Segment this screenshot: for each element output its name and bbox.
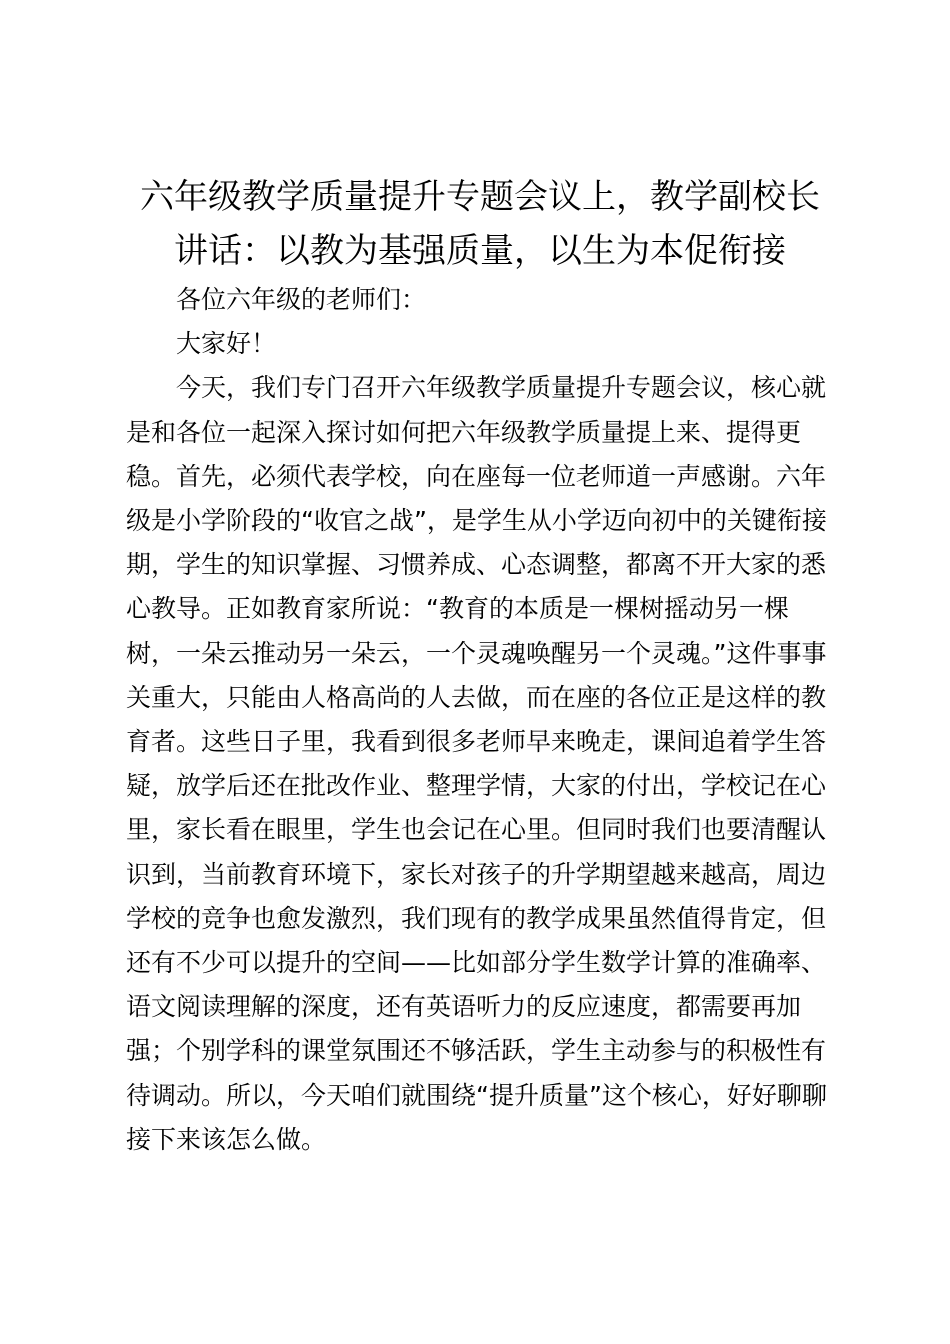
title-line-1: 六年级教学质量提升专题会议上，教学副校长	[140, 177, 820, 217]
greeting: 大家好！	[176, 329, 277, 359]
document-body	[126, 278, 836, 1162]
paragraph-1: 今天，我们专门召开六年级教学质量提升专题会议，核心就是和各位一起深入探讨如何把六年级教学质量提上来、提得更稳。首先，必须代表学校，向在座每一位老师道一声感谢。六年级是小学阶段的“收官之战”，是学生从小学迈向初中的关键衔接期，学生的知识掌握、习惯养成、心态调整，都离不开大家的悉心教导。正如教育家所说：“教育的本质是一棵树摇动另一棵树，一朵云推动另一朵云，一个灵魂唤醒另一个灵魂。”这件事事关重大，只能由人格高尚的人去做，而在座的各位正是这样的教育者。这些日子里，我看到很多老师早来晚走，课间追着学生答疑，放学后还在批改作业、整理学情，大家的付出，学校记在心里，家长看在眼里，学生也会记在心里。但同时我们也要清醒认识到，当前教育环境下，家长对孩子的升学期望越来越高，周边学校的竞争也愈发激烈，我们现有的教学成果虽然值得肯定，但还有不少可以提升的空间——比如部分学生数学计算的准确率、语文阅读理解的深度，还有英语听力的反应速度，都需要再加强；个别学科的课堂氛围还不够活跃，学生主动参与的积极性有待调动。所以，今天咱们就围绕“提升质量”这个核心，好好聊聊接下来该怎么做。	[126, 373, 827, 1154]
title-line-2: 讲话：以教为基强质量，以生为本促衔接	[174, 231, 786, 271]
document-title	[110, 170, 850, 278]
salutation: 各位六年级的老师们：	[176, 285, 427, 314]
